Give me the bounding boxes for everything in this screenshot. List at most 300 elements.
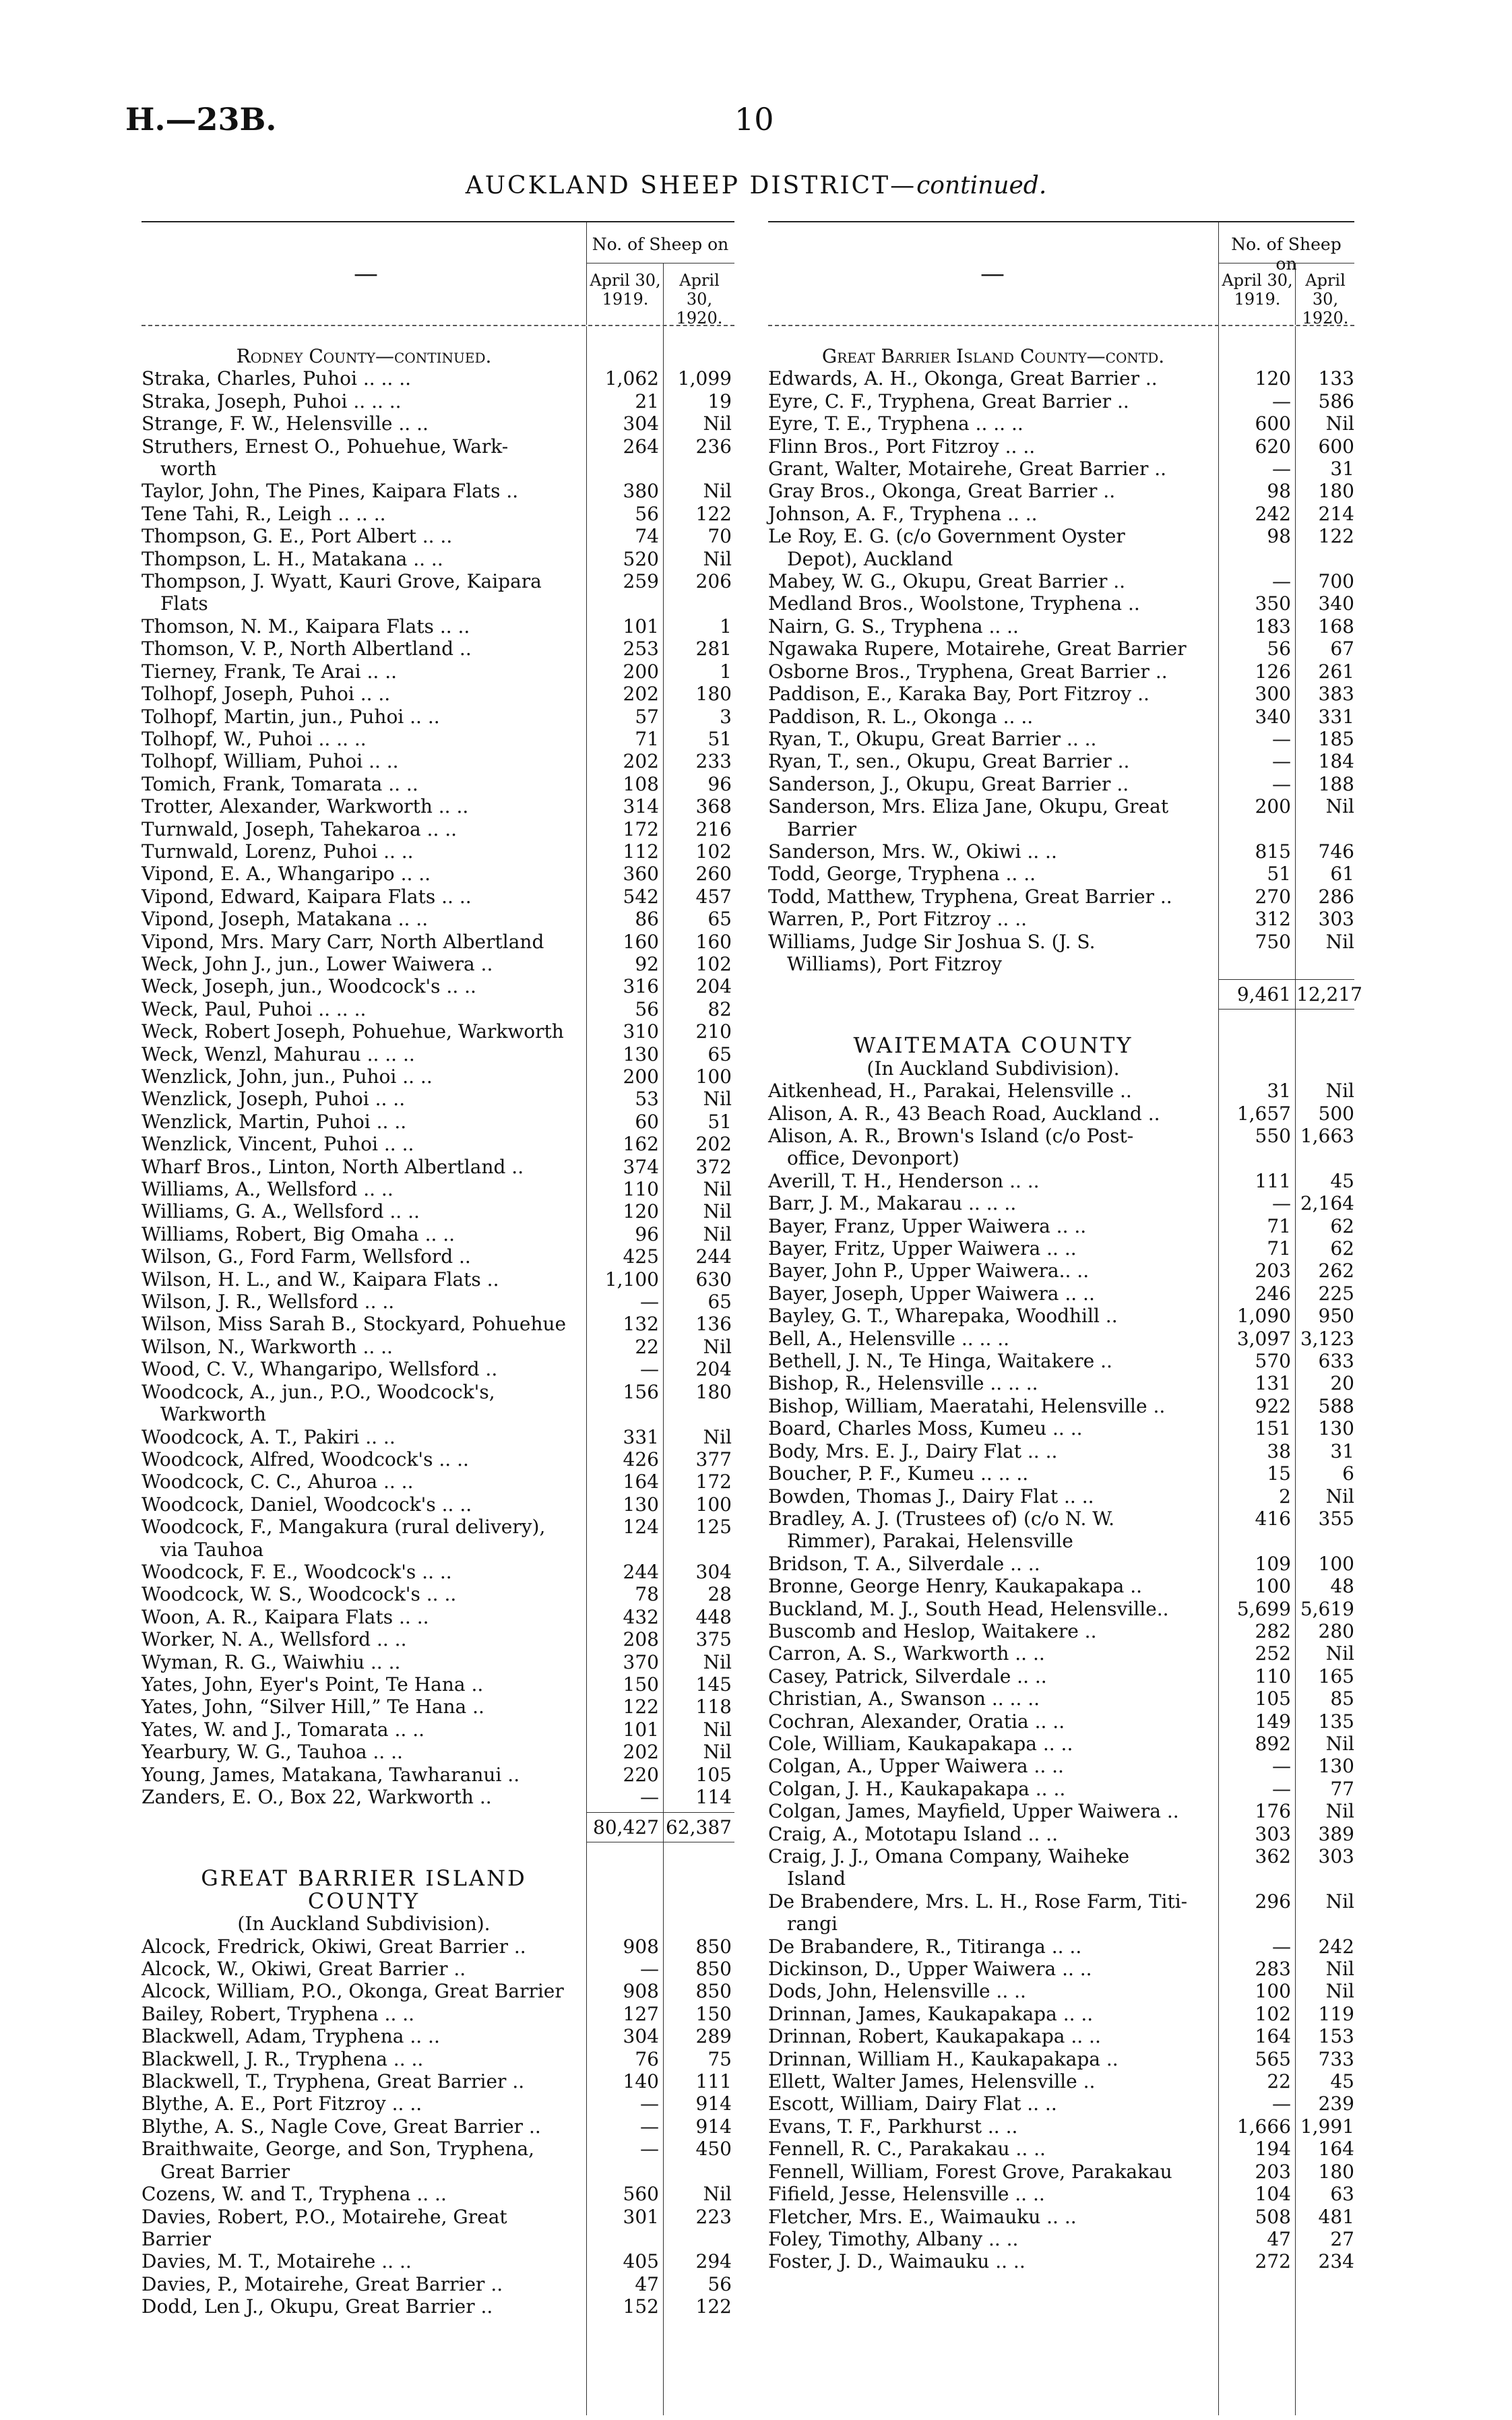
entry-name-text: Drinnan, William H., Kaukapakapa ..	[768, 2047, 1119, 2070]
entry-name-text: Taylor, John, The Pines, Kaipara Flats ..	[141, 480, 519, 503]
entry-name	[768, 1328, 1213, 1350]
rodney-table-row	[141, 795, 734, 817]
entry-name-text: Blythe, A. S., Nagle Cove, Great Barrier ..	[141, 2115, 541, 2138]
rodney-table-row	[141, 1696, 734, 1718]
sheep-1919: 380	[623, 480, 659, 503]
entry-name	[768, 1980, 1213, 2002]
sheep-1919: 51	[1267, 863, 1291, 886]
sheep-1920: 188	[1318, 772, 1354, 795]
sheep-1920: 31	[1330, 458, 1354, 480]
sheep-1919: —	[640, 1358, 659, 1381]
sheep-1920: 5,619	[1300, 1597, 1354, 1620]
entry-name-text: Young, James, Matakana, Tawharanui ..	[141, 1763, 520, 1786]
rodney-table-row	[141, 1583, 734, 1605]
left-column	[141, 221, 734, 2318]
entry-name	[768, 750, 1213, 772]
entry-name	[768, 1305, 1213, 1327]
entry-name-text: Drinnan, Robert, Kaukapakapa .. ..	[768, 2025, 1101, 2048]
entry-name	[141, 886, 579, 908]
rodney-table-row	[141, 998, 734, 1020]
sheep-1920: 244	[695, 1245, 732, 1268]
sheep-1919: 104	[1255, 2183, 1291, 2206]
great-barrier-contd-heading: Great Barrier Island County—contd.	[821, 345, 1165, 367]
entry-name-text: Wharf Bros., Linton, North Albertland ..	[141, 1155, 524, 1178]
entry-name-text: Johnson, A. F., Tryphena .. ..	[768, 502, 1038, 525]
entry-name-text: Ellett, Walter James, Helensville ..	[768, 2070, 1096, 2093]
sheep-1920: 633	[1318, 1350, 1354, 1373]
waitemata-table-row	[768, 2161, 1354, 2183]
sheep-1920: 223	[695, 2205, 732, 2228]
sheep-1919: 102	[1255, 2002, 1291, 2025]
sheep-1919: 304	[623, 2025, 659, 2048]
entry-name-text: Grant, Walter, Motairehe, Great Barrier ..	[768, 458, 1167, 480]
sheep-1920: Nil	[1325, 930, 1354, 953]
entry-name	[141, 1133, 579, 1155]
entry-name	[768, 480, 1213, 502]
entry-name-text: Wyman, R. G., Waiwhiu .. ..	[141, 1650, 401, 1673]
entry-name-text: Wenzlick, John, jun., Puhoi .. ..	[141, 1065, 433, 1088]
great-barrier-heading: GREAT BARRIER ISLAND COUNTY	[201, 1865, 527, 1914]
entry-name	[768, 1237, 1213, 1260]
entry-name-text: De Brabandere, R., Titiranga .. ..	[768, 1935, 1082, 1958]
great-barrier-contd-table-row	[768, 592, 1354, 615]
sheep-1919: 86	[635, 908, 659, 931]
sheep-1919: 301	[623, 2205, 659, 2228]
rodney-table-row	[141, 683, 734, 705]
great-barrier-contd-table-row	[768, 728, 1354, 750]
sheep-1919: 60	[635, 1110, 659, 1133]
entry-name	[768, 1215, 1213, 1237]
sheep-1920: 368	[695, 795, 732, 818]
great-barrier-table-row	[141, 2250, 734, 2272]
sheep-1919: 300	[1255, 683, 1291, 706]
sheep-1919: 244	[623, 1560, 659, 1583]
entry-name	[768, 1192, 1213, 1214]
sheep-1919: 149	[1255, 1710, 1291, 1733]
entry-name	[141, 1561, 579, 1583]
entry-name-text: Todd, George, Tryphena .. ..	[768, 863, 1036, 886]
sheep-1919: 304	[623, 412, 659, 435]
entry-name	[141, 953, 579, 975]
sheep-1919: 272	[1255, 2250, 1291, 2273]
entry-name	[141, 2138, 579, 2183]
entry-name	[141, 1741, 579, 1763]
rodney-table-row	[141, 1516, 734, 1561]
sheep-1920: Nil	[1325, 1890, 1354, 1913]
sheep-1919: 520	[623, 547, 659, 570]
entry-name	[768, 931, 1213, 976]
sheep-1919: 38	[1267, 1439, 1291, 1462]
waitemata-table-row	[768, 2206, 1354, 2228]
rodney-table-row	[141, 728, 734, 750]
entry-name	[141, 1764, 579, 1786]
sheep-1920: 63	[1330, 2183, 1354, 2206]
sheep-1919: 220	[623, 1763, 659, 1786]
entry-name-text: Vipond, Joseph, Matakana .. ..	[141, 908, 429, 931]
sheep-1920: 45	[1330, 1169, 1354, 1192]
sheep-1919: 283	[1255, 1958, 1291, 1981]
entry-name	[768, 2183, 1213, 2205]
sheep-1920: Nil	[703, 412, 732, 435]
great-barrier-contd-table-row	[768, 503, 1354, 525]
entry-name-text: Flinn Bros., Port Fitzroy .. ..	[768, 435, 1036, 458]
sheep-1920: 100	[695, 1065, 732, 1088]
entry-name	[768, 435, 1213, 458]
entry-name-text: Woodcock, Daniel, Woodcock's .. ..	[141, 1493, 472, 1516]
sheep-1919: 1,666	[1236, 2115, 1291, 2138]
sheep-1920: 1	[720, 615, 732, 638]
sheep-1919: 122	[623, 1696, 659, 1718]
waitemata-table-row	[768, 1372, 1354, 1394]
entry-name-text: Woodcock, F., Mangakura (rural delivery),	[141, 1516, 546, 1539]
entry-name	[141, 1065, 579, 1088]
sheep-1920: Nil	[703, 1741, 732, 1764]
entry-name	[141, 750, 579, 772]
entry-name	[141, 1381, 579, 1426]
entry-name-text: Bradley, A. J. (Trustees of) (c/o N. W.	[768, 1507, 1115, 1530]
entry-name	[768, 1642, 1213, 1665]
entry-name-text: Bayer, John P., Upper Waiwera.. ..	[768, 1260, 1090, 1282]
entry-name	[141, 548, 579, 570]
entry-name-text: Colgan, J. H., Kaukapakapa .. ..	[768, 1777, 1066, 1800]
title-suffix: continued.	[916, 172, 1047, 199]
sheep-1919: 570	[1255, 1350, 1291, 1373]
great-barrier-table-row	[141, 2115, 734, 2138]
sheep-1920: 239	[1318, 2092, 1354, 2115]
entry-name	[141, 998, 579, 1020]
waitemata-table-row	[768, 1845, 1354, 1890]
rodney-table-row	[141, 525, 734, 547]
entry-name	[141, 1980, 579, 2002]
sheep-1919: 203	[1255, 1260, 1291, 1282]
sheep-1920: Nil	[703, 1335, 732, 1358]
sheep-1920: 62	[1330, 1237, 1354, 1260]
entry-name-text: Casey, Patrick, Silverdale .. ..	[768, 1665, 1047, 1687]
sheep-1920: Nil	[1325, 795, 1354, 818]
sheep-1920: 67	[1330, 638, 1354, 660]
entry-name-text: Yates, W. and J., Tomarata .. ..	[141, 1718, 425, 1741]
sheep-1920: 130	[1318, 1755, 1354, 1778]
sheep-1919: 160	[623, 930, 659, 953]
entry-name-text: Aitkenhead, H., Parakai, Helensville ..	[768, 1080, 1132, 1103]
entry-name-text: Paddison, R. L., Okonga .. ..	[768, 705, 1034, 728]
entry-name-text: Turnwald, Joseph, Tahekaroa .. ..	[141, 817, 458, 840]
entry-name-text: Alcock, W., Okiwi, Great Barrier ..	[141, 1958, 466, 1981]
sheep-1919: 620	[1255, 435, 1291, 458]
sheep-1919: 3,097	[1236, 1327, 1291, 1350]
entry-name-text: Evans, T. F., Parkhurst .. ..	[768, 2115, 1018, 2138]
sheep-1919: 426	[623, 1448, 659, 1470]
entry-name	[768, 2070, 1213, 2092]
sheep-1919: —	[1272, 1755, 1291, 1778]
sheep-1919: 246	[1255, 1282, 1291, 1305]
entry-name	[768, 1282, 1213, 1305]
left-table-header	[141, 221, 734, 326]
rodney-table-row	[141, 1178, 734, 1200]
entry-name	[768, 660, 1213, 683]
entry-name-continuation: Great Barrier	[160, 2160, 290, 2183]
entry-name-text: Tierney, Frank, Te Arai .. ..	[141, 660, 398, 683]
sheep-1919: 56	[635, 997, 659, 1020]
sheep-1920: 62	[1330, 1214, 1354, 1237]
sheep-1919: 202	[623, 683, 659, 706]
sheep-1920: Nil	[703, 1200, 732, 1223]
sheep-1920: 588	[1318, 1394, 1354, 1417]
sheep-1920: 65	[707, 1291, 732, 1313]
great-barrier-contd-table-row	[768, 480, 1354, 502]
entry-name-text: Cozens, W. and T., Tryphena .. ..	[141, 2183, 447, 2206]
sheep-1920: 914	[695, 2092, 732, 2115]
sheep-1919: 164	[623, 1470, 659, 1493]
sheep-1919: 310	[623, 1020, 659, 1043]
sheep-1919: 151	[1255, 1417, 1291, 1440]
entry-name-text: Woodcock, A., jun., P.O., Woodcock's,	[141, 1380, 495, 1403]
entry-name-text: Tene Tahi, R., Leigh .. .. ..	[141, 502, 386, 525]
sheep-1920: 280	[1318, 1619, 1354, 1642]
sheep-1919: 405	[623, 2250, 659, 2273]
entry-name	[768, 1733, 1213, 1755]
rodney-total-1919: 80,427	[593, 1816, 659, 1839]
title-main: AUCKLAND SHEEP DISTRICT—	[465, 172, 917, 199]
entry-name	[141, 863, 579, 885]
entry-name-continuation: via Tauhoa	[160, 1538, 264, 1561]
page-code: H.—23B.	[125, 101, 277, 137]
entry-name	[141, 795, 579, 817]
entry-name-text: Mabey, W. G., Okupu, Great Barrier ..	[768, 570, 1126, 593]
waitemata-table-row	[768, 1170, 1354, 1192]
sheep-1919: 282	[1255, 1619, 1291, 1642]
sheep-1919: 92	[635, 952, 659, 975]
entry-name-text: Tolhopf, Joseph, Puhoi .. ..	[141, 683, 391, 706]
entry-name-text: De Brabendere, Mrs. L. H., Rose Farm, Titi-	[768, 1890, 1188, 1913]
rodney-table-row	[141, 1741, 734, 1763]
entry-name-text: Carron, A. S., Warkworth .. ..	[768, 1642, 1045, 1665]
entry-name-text: Bell, A., Helensville .. .. ..	[768, 1327, 1010, 1350]
sheep-1920: 56	[707, 2272, 732, 2295]
entry-name-text: Weck, Paul, Puhoi .. .. ..	[141, 997, 367, 1020]
great-barrier-table-row	[141, 2025, 734, 2047]
waitemata-table-row	[768, 1755, 1354, 1777]
sheep-1920: Nil	[1325, 412, 1354, 435]
sheep-1919: 425	[623, 1245, 659, 1268]
sheep-1920: 61	[1330, 863, 1354, 886]
sheep-1920: 286	[1318, 885, 1354, 908]
entry-name	[141, 773, 579, 795]
entry-name	[141, 683, 579, 705]
great-barrier-contd-table-row	[768, 750, 1354, 772]
great-barrier-contd-table-row	[768, 660, 1354, 683]
sheep-1919: 150	[623, 1673, 659, 1696]
sheep-1919: 202	[623, 750, 659, 773]
sheep-1919: 57	[635, 705, 659, 728]
sheep-1919: 264	[623, 435, 659, 458]
waitemata-table-row	[768, 1935, 1354, 1958]
entry-name	[768, 503, 1213, 525]
sheep-1920: 481	[1318, 2205, 1354, 2228]
entry-name	[141, 2025, 579, 2047]
rodney-table-row	[141, 1223, 734, 1245]
entry-name-text: Alcock, Fredrick, Okiwi, Great Barrier ..	[141, 1935, 526, 1958]
sheep-1920: 65	[707, 1043, 732, 1065]
great-barrier-contd-table-row	[768, 570, 1354, 592]
entry-name	[141, 525, 579, 547]
waitemata-table-row	[768, 1328, 1354, 1350]
entry-name	[768, 840, 1213, 863]
entry-name	[768, 525, 1213, 570]
rodney-table-row	[141, 840, 734, 863]
entry-name-text: Williams, Judge Sir Joshua S. (J. S.	[768, 930, 1096, 953]
sheep-1920: 260	[695, 863, 732, 886]
sheep-1919: 360	[623, 863, 659, 886]
sheep-1920: 850	[695, 1980, 732, 2003]
entry-name-continuation: Barrier	[787, 817, 856, 840]
rodney-table-row	[141, 1786, 734, 1808]
entry-name-text: Trotter, Alexander, Warkworth .. ..	[141, 795, 469, 818]
sheep-1920: 206	[695, 570, 732, 593]
rodney-table-row	[141, 1718, 734, 1741]
sheep-1920: 136	[695, 1313, 732, 1336]
sheep-1920: 262	[1318, 1260, 1354, 1282]
entry-name	[141, 1673, 579, 1696]
name-column-header: —	[354, 260, 378, 288]
entry-name-text: Woon, A. R., Kaipara Flats .. ..	[141, 1605, 429, 1628]
rodney-table-row	[141, 1470, 734, 1493]
sheep-1920: 135	[1318, 1710, 1354, 1733]
entry-name	[768, 2228, 1213, 2250]
entry-name-text: Christian, A., Swanson .. .. ..	[768, 1687, 1040, 1710]
sheep-1920: 111	[695, 2070, 732, 2093]
entry-name-text: Bishop, R., Helensville .. .. ..	[768, 1372, 1038, 1395]
entry-name-text: Thompson, L. H., Matakana .. ..	[141, 547, 443, 570]
sheep-1919: 253	[623, 638, 659, 660]
great-barrier-table-row	[141, 1935, 734, 1958]
waitemata-table-row	[768, 1733, 1354, 1755]
sheep-1919: 362	[1255, 1845, 1291, 1867]
entry-name-text: Worker, N. A., Wellsford .. ..	[141, 1628, 407, 1651]
sheep-1920: Nil	[1325, 1800, 1354, 1823]
sheep-1920: 204	[695, 1358, 732, 1381]
sheep-1920: 383	[1318, 683, 1354, 706]
entry-name-continuation: Depot), Auckland	[787, 547, 953, 570]
sheep-1919: —	[640, 1291, 659, 1313]
great-barrier-table-row	[141, 2183, 734, 2205]
entry-name	[141, 2250, 579, 2272]
entry-name	[768, 1103, 1213, 1125]
great-barrier-contd-table-row	[768, 840, 1354, 863]
entry-name-text: Bethell, J. N., Te Hinga, Waitakere ..	[768, 1350, 1112, 1373]
sheep-1920: 448	[695, 1605, 732, 1628]
great-barrier-contd-table-row	[768, 458, 1354, 480]
sheep-1919: 109	[1255, 1552, 1291, 1575]
great-barrier-table-row	[141, 2138, 734, 2183]
sheep-1919: 56	[1267, 638, 1291, 660]
entry-name-text: Dodd, Len J., Okupu, Great Barrier ..	[141, 2295, 493, 2318]
sheep-1919: —	[1272, 1192, 1291, 1215]
sheep-1919: 922	[1255, 1394, 1291, 1417]
sheep-1920: Nil	[1325, 1485, 1354, 1508]
entry-name-text: Escott, William, Dairy Flat .. ..	[768, 2092, 1057, 2115]
entry-name-text: Thomson, N. M., Kaipara Flats .. ..	[141, 615, 470, 638]
sheep-1920: 630	[695, 1268, 732, 1291]
sheep-1919: 1,657	[1236, 1102, 1291, 1125]
waitemata-table-row	[768, 1553, 1354, 1575]
entry-name	[768, 1260, 1213, 1282]
entry-name	[141, 1223, 579, 1245]
sheep-1920: 70	[707, 525, 732, 548]
year-1920-header-right: April 30, 1920.	[1302, 271, 1349, 328]
sheep-1920: 184	[1318, 750, 1354, 773]
entry-name-text: Bayley, G. T., Wharepaka, Woodhill ..	[768, 1305, 1118, 1328]
sheep-1920: 85	[1330, 1687, 1354, 1710]
sheep-1920: 6	[1342, 1462, 1354, 1485]
waitemata-table-row	[768, 1215, 1354, 1237]
waitemata-table-row	[768, 1237, 1354, 1260]
entry-name	[768, 728, 1213, 750]
rodney-table-row	[141, 1493, 734, 1516]
entry-name-text: Osborne Bros., Tryphena, Great Barrier ..	[768, 660, 1168, 683]
entry-name	[141, 1156, 579, 1178]
entry-name-text: Gray Bros., Okonga, Great Barrier ..	[768, 480, 1116, 503]
sheep-1919: 565	[1255, 2047, 1291, 2070]
sheep-1919: 208	[623, 1628, 659, 1651]
entry-name-text: Turnwald, Lorenz, Puhoi .. ..	[141, 840, 414, 863]
rodney-table-row	[141, 773, 734, 795]
entry-name	[141, 931, 579, 953]
entry-name-text: Colgan, James, Mayfield, Upper Waiwera ..	[768, 1800, 1179, 1823]
sheep-1920: 457	[695, 885, 732, 908]
entry-name	[141, 1516, 579, 1561]
sheep-1919: 176	[1255, 1800, 1291, 1823]
entry-name-text: Wenzlick, Joseph, Puhoi .. ..	[141, 1088, 406, 1111]
entry-name-continuation: Warkworth	[160, 1403, 266, 1426]
sheep-1920: Nil	[703, 1088, 732, 1111]
sheep-1919: 110	[623, 1178, 659, 1201]
sheep-1920: 31	[1330, 1439, 1354, 1462]
rodney-table-row	[141, 412, 734, 435]
entry-name-text: Williams, G. A., Wellsford .. ..	[141, 1200, 420, 1223]
great-barrier-contd-table-row	[768, 863, 1354, 885]
sheep-1919: 140	[623, 2070, 659, 2093]
sheep-1919: —	[1272, 390, 1291, 412]
rodney-table-row	[141, 660, 734, 683]
sheep-1920: 225	[1318, 1282, 1354, 1305]
sheep-1920: 375	[695, 1628, 732, 1651]
sheep-1920: 96	[707, 772, 732, 795]
entry-name-text: Davies, Robert, P.O., Motairehe, Great Barrier	[141, 2205, 507, 2250]
sheep-1919: 112	[623, 840, 659, 863]
sheep-1919: 15	[1267, 1462, 1291, 1485]
entry-name-text: Medland Bros., Woolstone, Tryphena ..	[768, 592, 1140, 615]
entry-name	[768, 2115, 1213, 2138]
sheep-1919: —	[640, 2138, 659, 2161]
entry-name	[768, 1553, 1213, 1575]
entry-name	[141, 2273, 579, 2295]
sheep-1919: —	[1272, 727, 1291, 750]
sheep-1919: 164	[1255, 2025, 1291, 2048]
entry-name-text: Wilson, N., Warkworth .. ..	[141, 1335, 393, 1358]
rodney-table-row	[141, 570, 734, 615]
entry-name	[141, 818, 579, 840]
entry-name	[141, 1696, 579, 1718]
sheep-1919: 172	[623, 817, 659, 840]
sheep-1920: Nil	[703, 480, 732, 503]
entry-name-text: Foster, J. D., Waimauku .. ..	[768, 2250, 1026, 2273]
rodney-table-row	[141, 908, 734, 930]
sheep-1919: 908	[623, 1935, 659, 1958]
entry-name	[141, 2115, 579, 2138]
entry-name	[768, 1845, 1213, 1890]
entry-name	[141, 660, 579, 683]
